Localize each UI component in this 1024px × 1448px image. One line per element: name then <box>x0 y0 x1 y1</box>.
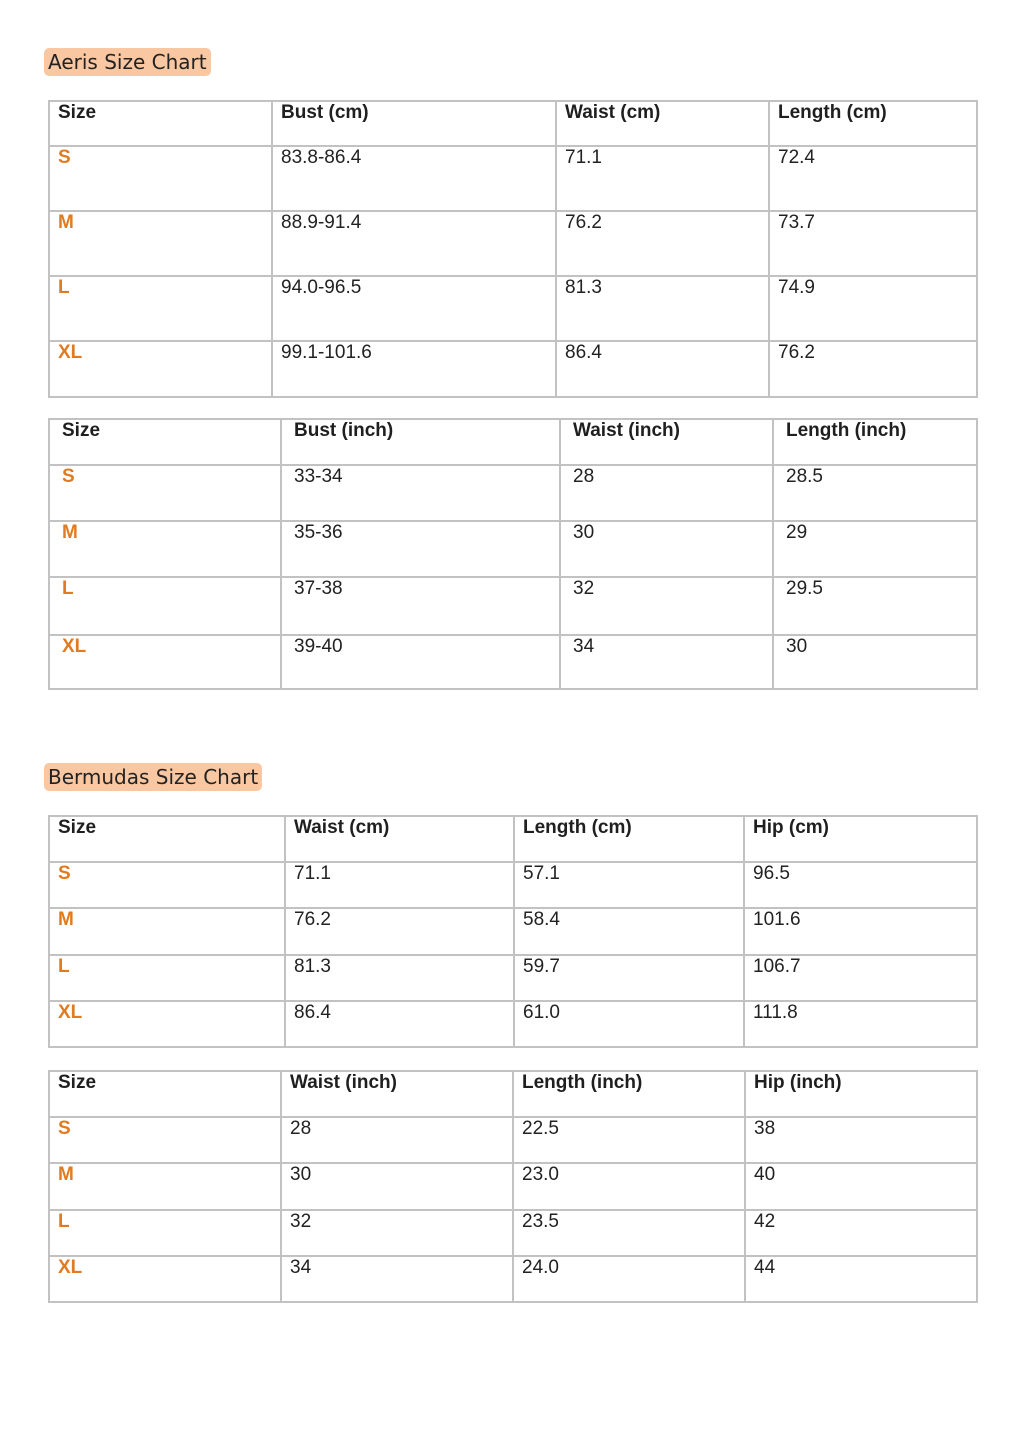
size-cell: XL <box>49 341 272 397</box>
value-cell: 73.7 <box>769 211 977 276</box>
value-cell: 44 <box>745 1256 977 1302</box>
header-cell: Size <box>49 816 285 862</box>
size-cell: M <box>49 908 285 954</box>
table-row <box>49 908 977 954</box>
header-cell: Bust (cm) <box>272 101 556 146</box>
value-cell: 76.2 <box>769 341 977 397</box>
value-cell: 30 <box>281 1163 513 1209</box>
header-cell: Length (inch) <box>513 1071 745 1117</box>
value-cell: 101.6 <box>744 908 977 954</box>
value-cell: 37-38 <box>281 577 560 635</box>
value-cell: 32 <box>281 1210 513 1256</box>
header-cell: Size <box>49 1071 281 1117</box>
value-cell: 94.0-96.5 <box>272 276 556 341</box>
value-cell: 30 <box>560 521 773 577</box>
value-cell: 81.3 <box>285 955 514 1001</box>
value-cell: 30 <box>773 635 977 689</box>
value-cell: 96.5 <box>744 862 977 908</box>
table-header-row <box>49 816 977 862</box>
value-cell: 28.5 <box>773 465 977 521</box>
value-cell: 38 <box>745 1117 977 1163</box>
size-cell: S <box>49 862 285 908</box>
value-cell: 74.9 <box>769 276 977 341</box>
table-row <box>49 146 977 211</box>
value-cell: 71.1 <box>285 862 514 908</box>
value-cell: 35-36 <box>281 521 560 577</box>
value-cell: 83.8-86.4 <box>272 146 556 211</box>
bermudas-section-title: Bermudas Size Chart <box>44 763 262 791</box>
table-header-row <box>49 1071 977 1117</box>
table-row <box>49 521 977 577</box>
value-cell: 34 <box>281 1256 513 1302</box>
value-cell: 76.2 <box>556 211 769 276</box>
size-cell: XL <box>49 1256 281 1302</box>
value-cell: 88.9-91.4 <box>272 211 556 276</box>
value-cell: 58.4 <box>514 908 744 954</box>
header-cell: Hip (inch) <box>745 1071 977 1117</box>
header-cell: Length (inch) <box>773 419 977 465</box>
value-cell: 28 <box>560 465 773 521</box>
value-cell: 33-34 <box>281 465 560 521</box>
header-cell: Waist (cm) <box>285 816 514 862</box>
value-cell: 34 <box>560 635 773 689</box>
header-cell: Length (cm) <box>514 816 744 862</box>
size-cell: L <box>49 276 272 341</box>
size-cell: L <box>49 1210 281 1256</box>
value-cell: 57.1 <box>514 862 744 908</box>
value-cell: 61.0 <box>514 1001 744 1047</box>
value-cell: 23.5 <box>513 1210 745 1256</box>
value-cell: 71.1 <box>556 146 769 211</box>
header-cell: Hip (cm) <box>744 816 977 862</box>
size-cell: XL <box>49 1001 285 1047</box>
table-row <box>49 276 977 341</box>
value-cell: 59.7 <box>514 955 744 1001</box>
bermudas-inch-table <box>48 1070 978 1303</box>
header-cell: Waist (inch) <box>281 1071 513 1117</box>
value-cell: 28 <box>281 1117 513 1163</box>
value-cell: 99.1-101.6 <box>272 341 556 397</box>
table-header-row <box>49 419 977 465</box>
value-cell: 24.0 <box>513 1256 745 1302</box>
table-row <box>49 635 977 689</box>
value-cell: 29.5 <box>773 577 977 635</box>
size-cell: M <box>49 211 272 276</box>
table-row <box>49 1256 977 1302</box>
header-cell: Waist (inch) <box>560 419 773 465</box>
table-row <box>49 465 977 521</box>
value-cell: 42 <box>745 1210 977 1256</box>
value-cell: 22.5 <box>513 1117 745 1163</box>
table-header-row <box>49 101 977 146</box>
table-row <box>49 862 977 908</box>
value-cell: 86.4 <box>285 1001 514 1047</box>
table-row <box>49 577 977 635</box>
header-cell: Size <box>49 101 272 146</box>
table-row <box>49 955 977 1001</box>
size-cell: S <box>49 465 281 521</box>
size-cell: L <box>49 955 285 1001</box>
size-cell: XL <box>49 635 281 689</box>
aeris-inch-table <box>48 418 978 690</box>
value-cell: 39-40 <box>281 635 560 689</box>
table-row <box>49 1163 977 1209</box>
table-row <box>49 341 977 397</box>
value-cell: 23.0 <box>513 1163 745 1209</box>
header-cell: Waist (cm) <box>556 101 769 146</box>
size-cell: L <box>49 577 281 635</box>
value-cell: 72.4 <box>769 146 977 211</box>
table-row <box>49 1001 977 1047</box>
value-cell: 40 <box>745 1163 977 1209</box>
value-cell: 32 <box>560 577 773 635</box>
value-cell: 81.3 <box>556 276 769 341</box>
size-cell: S <box>49 146 272 211</box>
table-row <box>49 1117 977 1163</box>
size-cell: M <box>49 521 281 577</box>
aeris-cm-table <box>48 100 978 398</box>
value-cell: 111.8 <box>744 1001 977 1047</box>
value-cell: 106.7 <box>744 955 977 1001</box>
header-cell: Bust (inch) <box>281 419 560 465</box>
value-cell: 29 <box>773 521 977 577</box>
table-row <box>49 211 977 276</box>
size-cell: S <box>49 1117 281 1163</box>
header-cell: Length (cm) <box>769 101 977 146</box>
value-cell: 76.2 <box>285 908 514 954</box>
value-cell: 86.4 <box>556 341 769 397</box>
aeris-section-title: Aeris Size Chart <box>44 48 211 76</box>
size-cell: M <box>49 1163 281 1209</box>
bermudas-cm-table <box>48 815 978 1048</box>
table-row <box>49 1210 977 1256</box>
header-cell: Size <box>49 419 281 465</box>
